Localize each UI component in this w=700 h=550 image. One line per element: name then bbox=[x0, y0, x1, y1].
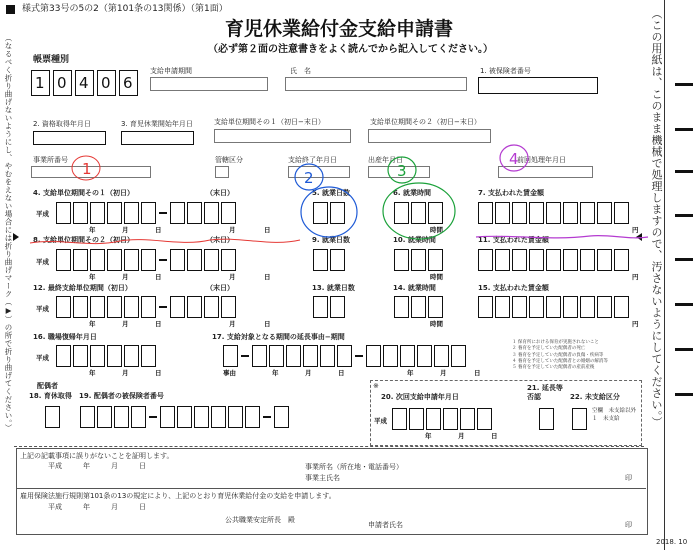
fold-mark-right bbox=[636, 233, 642, 241]
form-type-digit: 4 bbox=[79, 74, 89, 92]
margin-mark bbox=[675, 170, 693, 173]
prev-date-label: 前回処理年月日 bbox=[517, 156, 566, 164]
birth-date-field[interactable] bbox=[368, 166, 430, 178]
f12-day: 日 bbox=[155, 320, 162, 328]
f8-end-label: （末日） bbox=[206, 236, 234, 244]
margin-mark bbox=[675, 258, 693, 261]
f4-label: 4. 支給単位期間その１（初日） bbox=[33, 189, 134, 197]
leave-start-field[interactable] bbox=[121, 131, 194, 145]
prev-date-field[interactable] bbox=[498, 166, 593, 178]
era-label: 平成 bbox=[36, 305, 49, 313]
office-use-mark: ※ bbox=[373, 382, 379, 390]
f16-label: 16. 職場復帰年月日 bbox=[33, 333, 97, 341]
annotation-number: 3 bbox=[397, 162, 407, 180]
f7-yen: 円 bbox=[632, 226, 639, 234]
f16-year: 年 bbox=[89, 369, 96, 377]
leave-start-label: 3. 育児休業開始年月日 bbox=[121, 120, 193, 128]
f8-end-month: 月 bbox=[229, 273, 236, 281]
f6-label: 6. 就業時間 bbox=[393, 189, 431, 197]
f17-boxes[interactable] bbox=[223, 345, 466, 367]
form-type-digit: 1 bbox=[35, 74, 45, 92]
margin-mark bbox=[675, 303, 693, 306]
f17-day2: 日 bbox=[474, 369, 481, 377]
f15-label: 15. 支払われた賃金額 bbox=[478, 284, 549, 292]
f6-hours: 時間 bbox=[430, 226, 443, 234]
era-label: 平成 bbox=[36, 258, 49, 266]
page-subtitle: （必ず第２面の注意書きをよく読んでから記入してください。） bbox=[208, 44, 493, 55]
margin-mark bbox=[675, 348, 693, 351]
section-divider bbox=[14, 446, 644, 447]
unit2-range-label: 支給単位期間その２（初日−末日） bbox=[370, 118, 481, 126]
f12-end-day: 日 bbox=[264, 320, 271, 328]
margin-mark bbox=[675, 128, 693, 131]
period-field[interactable] bbox=[150, 77, 268, 91]
f9-boxes[interactable] bbox=[313, 249, 345, 271]
biz-name-label: 事業所名（所在地・電話番号） bbox=[305, 463, 403, 471]
f7-boxes[interactable] bbox=[478, 202, 629, 224]
seal-mark: 印 bbox=[625, 474, 632, 482]
f8-year: 年 bbox=[89, 273, 96, 281]
f17-day: 日 bbox=[338, 369, 345, 377]
f8-label: 8. 支給単位期間その２（初日） bbox=[33, 236, 134, 244]
unit1-range-field[interactable] bbox=[214, 129, 351, 143]
f16-month: 月 bbox=[122, 369, 129, 377]
apply-text: 雇用保険法施行規則第101条の13の規定により、上記のとおり育児休業給付金の支給を申請します。 bbox=[20, 492, 336, 500]
form-type-digit: 6 bbox=[123, 74, 133, 92]
reason-item: ３ 養育を予定していた配偶者の負傷・疾病等 bbox=[512, 352, 604, 358]
margin-mark bbox=[675, 214, 693, 217]
right-margin-line bbox=[664, 0, 665, 550]
f17-year: 年 bbox=[272, 369, 279, 377]
f14-hours: 時間 bbox=[430, 320, 443, 328]
f17-month2: 月 bbox=[440, 369, 447, 377]
f20-day: 日 bbox=[491, 432, 498, 440]
f16-day: 日 bbox=[155, 369, 162, 377]
f19-label: 19. 配偶者の被保険者番号 bbox=[79, 392, 164, 400]
f4-end-month: 月 bbox=[229, 226, 236, 234]
f22-option: １ 未支給 bbox=[592, 416, 620, 422]
f10-boxes[interactable] bbox=[394, 249, 443, 271]
reason-item: ４ 養育を予定していた配偶者との婚姻の解消等 bbox=[512, 358, 608, 364]
office-addressee: 公共職業安定所長 殿 bbox=[225, 516, 295, 524]
f17-reason: 事由 bbox=[223, 369, 236, 377]
f22-options bbox=[592, 407, 636, 423]
pay-end-field[interactable] bbox=[288, 166, 350, 178]
f12-boxes[interactable] bbox=[56, 296, 236, 318]
f4-month: 月 bbox=[122, 226, 129, 234]
f22-option: 空欄 未支給以外 bbox=[592, 408, 637, 414]
f19-boxes[interactable] bbox=[80, 406, 289, 428]
f12-year: 年 bbox=[89, 320, 96, 328]
f8-boxes[interactable] bbox=[56, 249, 236, 271]
f13-boxes[interactable] bbox=[313, 296, 345, 318]
era-label: 平成 bbox=[374, 417, 387, 425]
f17-month: 月 bbox=[305, 369, 312, 377]
annotation-number: 1 bbox=[82, 160, 92, 178]
birth-date-label: 出産年月日 bbox=[368, 156, 403, 164]
qualify-date-label: 2. 資格取得年月日 bbox=[33, 120, 91, 128]
f11-yen: 円 bbox=[632, 273, 639, 281]
form-type-label: 帳票種別 bbox=[33, 55, 70, 65]
f8-month: 月 bbox=[122, 273, 129, 281]
reasons-list bbox=[512, 340, 608, 371]
f21-text: 延長等 否認 bbox=[527, 384, 563, 401]
f22-box[interactable] bbox=[572, 408, 587, 430]
page-title: 育児休業給付金支給申請書 bbox=[225, 18, 454, 40]
insured-no-label: 1. 被保険者番号 bbox=[480, 67, 531, 75]
f12-label: 12. 最終支給単位期間（初日） bbox=[33, 284, 132, 292]
era-label: 平成 bbox=[36, 210, 49, 218]
f18-title: 配偶者 bbox=[37, 382, 58, 390]
apply-date: 平成 年 月 日 bbox=[48, 503, 146, 511]
f15-boxes[interactable] bbox=[478, 296, 629, 318]
f16-boxes[interactable] bbox=[56, 345, 156, 367]
jurisdiction-field[interactable] bbox=[215, 166, 229, 178]
f18-box[interactable] bbox=[45, 406, 60, 428]
f17-label: 17. 支給対象となる期間の延長事由−期間 bbox=[212, 333, 345, 341]
reason-item: ２ 養育を予定していた配偶者の死亡 bbox=[512, 346, 586, 352]
certification-divider bbox=[16, 488, 646, 489]
pay-end-label: 支給終了年月日 bbox=[288, 156, 337, 164]
f4-day: 日 bbox=[155, 226, 162, 234]
annotation-number: 4 bbox=[509, 150, 519, 168]
f20-label: 20. 次回支給申請年月日 bbox=[381, 393, 459, 401]
form-version: 2018. 10 bbox=[656, 538, 688, 546]
f17-year2: 年 bbox=[407, 369, 414, 377]
f22-label: 22. 未支給区分 bbox=[570, 393, 620, 401]
qualify-date-field[interactable] bbox=[33, 131, 106, 145]
cert-text: 上記の記載事項に誤りがないことを証明します。 bbox=[20, 452, 174, 460]
applicant-seal: 印 bbox=[625, 521, 632, 529]
f6-boxes[interactable] bbox=[394, 202, 443, 224]
insured-no-field[interactable] bbox=[478, 77, 598, 94]
f21-box[interactable] bbox=[539, 408, 554, 430]
fold-mark-left bbox=[13, 233, 19, 241]
f21-label: 21. 延長等 否認 bbox=[527, 384, 563, 401]
f20-month: 月 bbox=[458, 432, 465, 440]
right-machine-note: （この用紙は、このまま機械で処理しますので、汚さないようにしてください。） bbox=[650, 8, 663, 428]
f20-boxes[interactable] bbox=[392, 408, 492, 430]
era-label: 平成 bbox=[36, 354, 49, 362]
annotation-number: 2 bbox=[304, 169, 314, 187]
f11-boxes[interactable] bbox=[478, 249, 629, 271]
f14-boxes[interactable] bbox=[394, 296, 443, 318]
form-id: 様式第33号の5の2（第101条の13関係）（第1面） bbox=[22, 4, 228, 14]
f14-label: 14. 就業時間 bbox=[393, 284, 436, 292]
biz-owner-label: 事業主氏名 bbox=[305, 474, 340, 482]
reason-item: ５ 養育を予定していた配偶者の産前産後 bbox=[512, 365, 595, 371]
f8-end-day: 日 bbox=[264, 273, 271, 281]
f9-label: 9. 就業日数 bbox=[312, 236, 350, 244]
f7-label: 7. 支払われた賃金額 bbox=[478, 189, 544, 197]
f13-label: 13. 就業日数 bbox=[312, 284, 355, 292]
f5-boxes[interactable] bbox=[313, 202, 345, 224]
cert-date: 平成 年 月 日 bbox=[48, 462, 146, 470]
f18-label: 18. 育休取得 bbox=[29, 392, 72, 400]
f8-day: 日 bbox=[155, 273, 162, 281]
office-no-label: 事業所番号 bbox=[33, 156, 68, 164]
jurisdiction-label: 管轄区分 bbox=[215, 156, 243, 164]
f12-end-month: 月 bbox=[229, 320, 236, 328]
f4-end-day: 日 bbox=[264, 226, 271, 234]
form-type-digit: 0 bbox=[57, 74, 67, 92]
f5-label: 5. 就業日数 bbox=[312, 189, 350, 197]
f10-label: 10. 就業時間 bbox=[393, 236, 436, 244]
unit1-range-label: 支給単位期間その１（初日−末日） bbox=[214, 118, 325, 126]
period-label: 支給申請期間 bbox=[150, 67, 192, 75]
f4-boxes[interactable] bbox=[56, 202, 236, 224]
left-fold-instruction: （なるべく折り曲げないようにし、やむをえない場合には折り曲げマーク（▶）の所で折り曲げてください。） bbox=[4, 34, 13, 432]
office-no-field[interactable] bbox=[31, 166, 151, 178]
f4-year: 年 bbox=[89, 226, 96, 234]
f15-yen: 円 bbox=[632, 320, 639, 328]
applicant-label: 申請者氏名 bbox=[368, 521, 403, 529]
unit2-range-field[interactable] bbox=[368, 129, 491, 143]
f10-hours: 時間 bbox=[430, 273, 443, 281]
name-label: 氏 名 bbox=[290, 67, 311, 75]
f12-month: 月 bbox=[122, 320, 129, 328]
form-type-digit: 0 bbox=[101, 74, 111, 92]
f20-year: 年 bbox=[425, 432, 432, 440]
f12-end-label: （末日） bbox=[206, 284, 234, 292]
f11-label: 11. 支払われた賃金額 bbox=[478, 236, 549, 244]
margin-mark bbox=[675, 83, 693, 86]
name-field[interactable] bbox=[285, 77, 467, 91]
reason-item: １ 保育所における保育が実施されないこと bbox=[512, 340, 599, 345]
top-square-mark bbox=[6, 5, 15, 14]
margin-mark bbox=[675, 393, 693, 396]
f4-end-label: （末日） bbox=[206, 189, 234, 197]
form-type-digits bbox=[31, 70, 138, 96]
